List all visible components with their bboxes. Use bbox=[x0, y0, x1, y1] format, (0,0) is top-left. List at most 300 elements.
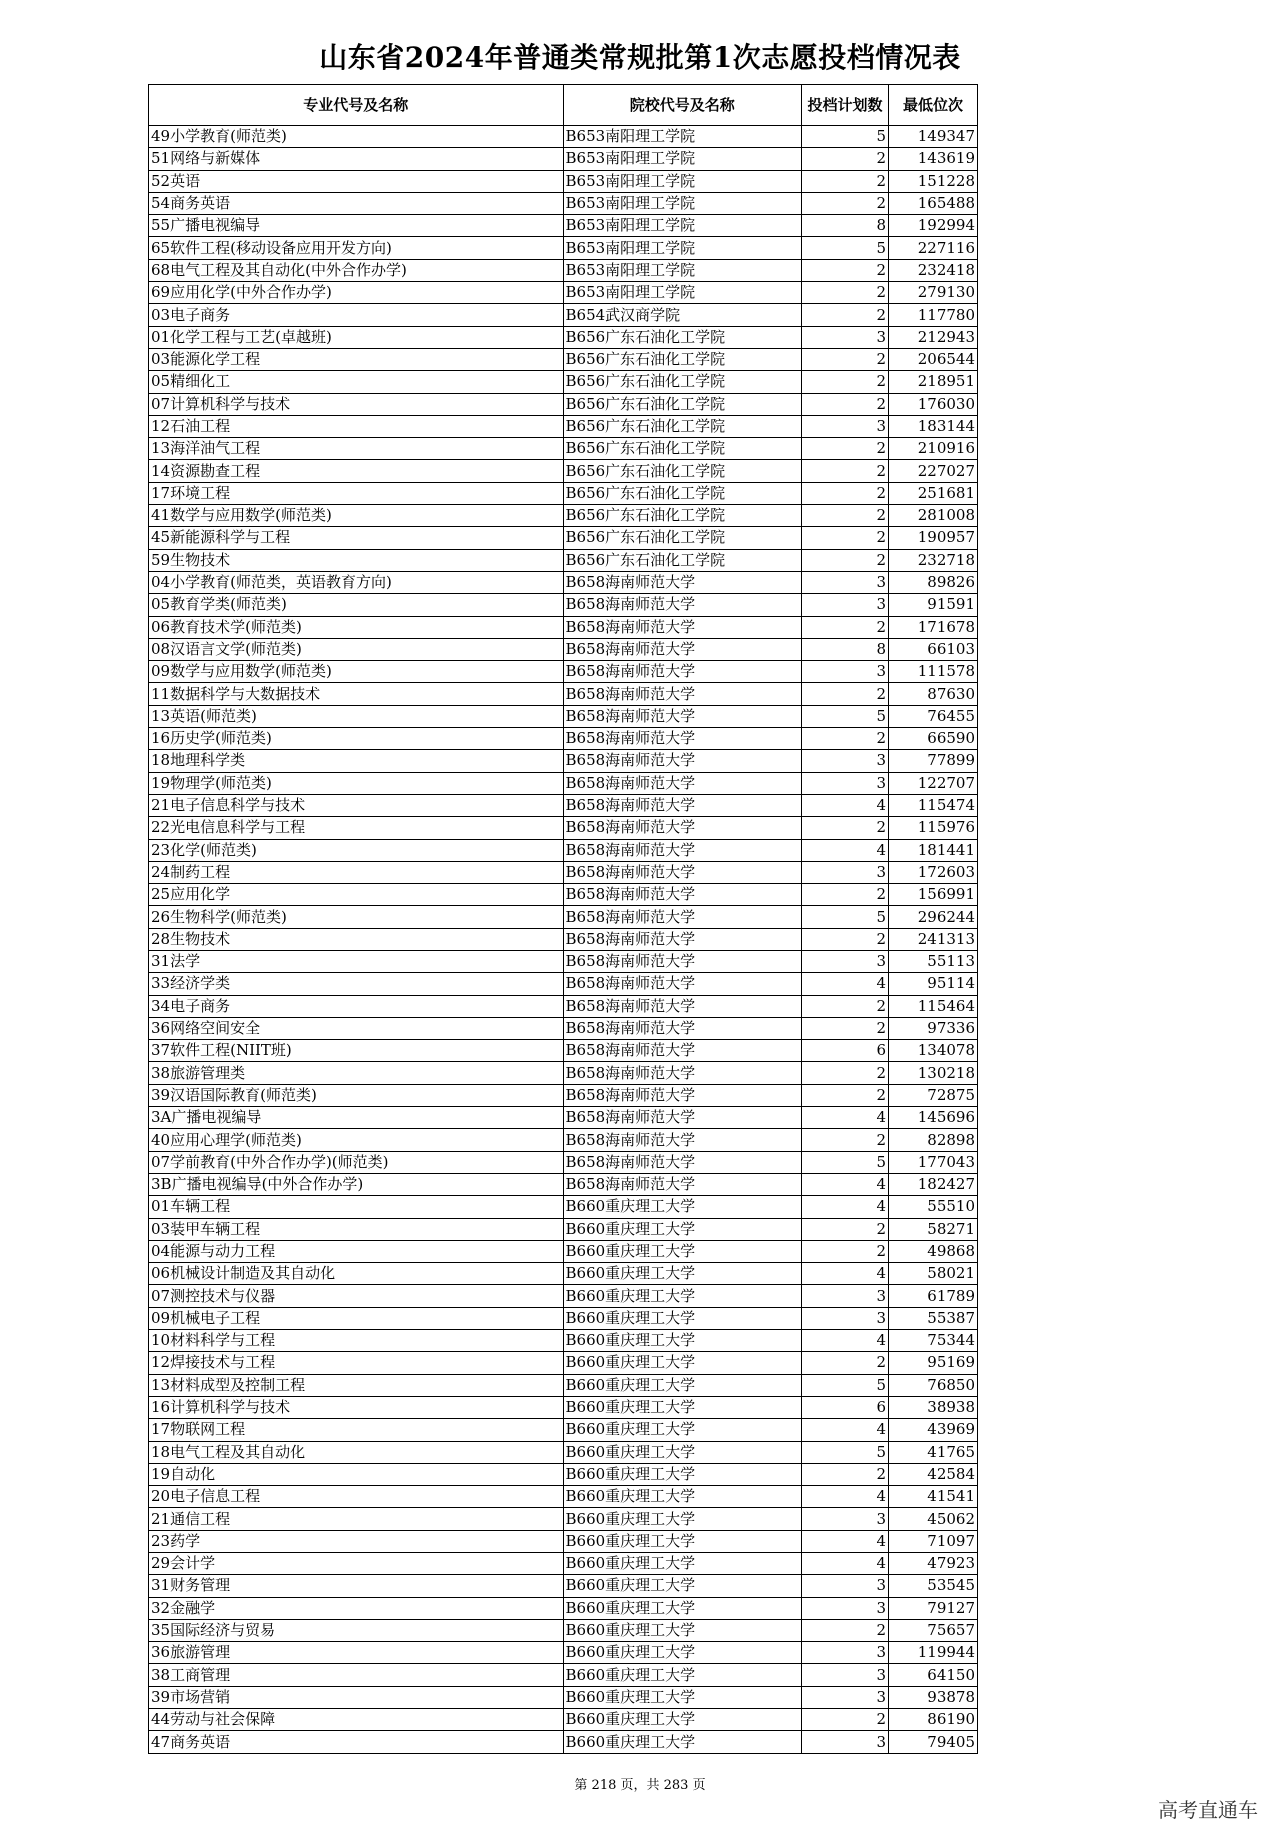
table-row bbox=[149, 750, 978, 772]
cell-min-rank: 64150 bbox=[889, 1664, 978, 1686]
cell-major: 28生物技术 bbox=[149, 928, 564, 950]
cell-min-rank: 76850 bbox=[889, 1374, 978, 1396]
cell-school: B660重庆理工大学 bbox=[563, 1419, 802, 1441]
cell-school: B658海南师范大学 bbox=[563, 571, 802, 593]
cell-plan-count: 4 bbox=[802, 1419, 889, 1441]
cell-major: 24制药工程 bbox=[149, 861, 564, 883]
cell-school: B653南阳理工学院 bbox=[563, 192, 802, 214]
cell-major: 34电子商务 bbox=[149, 995, 564, 1017]
table-row bbox=[149, 794, 978, 816]
cell-school: B658海南师范大学 bbox=[563, 661, 802, 683]
cell-plan-count: 3 bbox=[802, 772, 889, 794]
cell-major: 49小学教育(师范类) bbox=[149, 126, 564, 148]
cell-plan-count: 3 bbox=[802, 861, 889, 883]
table-row bbox=[149, 1352, 978, 1374]
cell-major: 68电气工程及其自动化(中外合作办学) bbox=[149, 259, 564, 281]
cell-major: 29会计学 bbox=[149, 1553, 564, 1575]
cell-min-rank: 89826 bbox=[889, 571, 978, 593]
cell-major: 31财务管理 bbox=[149, 1575, 564, 1597]
table-row bbox=[149, 1307, 978, 1329]
cell-school: B656广东石油化工学院 bbox=[563, 549, 802, 571]
cell-school: B660重庆理工大学 bbox=[563, 1664, 802, 1686]
cell-min-rank: 66590 bbox=[889, 728, 978, 750]
cell-min-rank: 232718 bbox=[889, 549, 978, 571]
cell-min-rank: 279130 bbox=[889, 282, 978, 304]
admission-table bbox=[148, 84, 978, 1754]
cell-school: B658海南师范大学 bbox=[563, 728, 802, 750]
cell-min-rank: 182427 bbox=[889, 1173, 978, 1195]
cell-school: B653南阳理工学院 bbox=[563, 215, 802, 237]
cell-major: 51网络与新媒体 bbox=[149, 148, 564, 170]
table-row bbox=[149, 259, 978, 281]
cell-school: B660重庆理工大学 bbox=[563, 1619, 802, 1641]
cell-major: 32金融学 bbox=[149, 1597, 564, 1619]
cell-major: 09数学与应用数学(师范类) bbox=[149, 661, 564, 683]
cell-major: 17物联网工程 bbox=[149, 1419, 564, 1441]
table-row bbox=[149, 1575, 978, 1597]
cell-min-rank: 134078 bbox=[889, 1040, 978, 1062]
cell-school: B660重庆理工大学 bbox=[563, 1709, 802, 1731]
table-row bbox=[149, 906, 978, 928]
cell-min-rank: 55113 bbox=[889, 950, 978, 972]
table-row bbox=[149, 728, 978, 750]
cell-min-rank: 218951 bbox=[889, 371, 978, 393]
table-row bbox=[149, 1017, 978, 1039]
cell-plan-count: 5 bbox=[802, 1151, 889, 1173]
cell-plan-count: 4 bbox=[802, 1530, 889, 1552]
cell-school: B653南阳理工学院 bbox=[563, 259, 802, 281]
cell-major: 07测控技术与仪器 bbox=[149, 1285, 564, 1307]
cell-school: B658海南师范大学 bbox=[563, 839, 802, 861]
cell-min-rank: 82898 bbox=[889, 1129, 978, 1151]
cell-school: B660重庆理工大学 bbox=[563, 1441, 802, 1463]
cell-plan-count: 6 bbox=[802, 1040, 889, 1062]
cell-school: B656广东石油化工学院 bbox=[563, 348, 802, 370]
cell-major: 25应用化学 bbox=[149, 884, 564, 906]
cell-school: B658海南师范大学 bbox=[563, 705, 802, 727]
cell-plan-count: 3 bbox=[802, 571, 889, 593]
cell-plan-count: 4 bbox=[802, 1486, 889, 1508]
cell-min-rank: 75657 bbox=[889, 1619, 978, 1641]
cell-min-rank: 43969 bbox=[889, 1419, 978, 1441]
cell-min-rank: 55510 bbox=[889, 1196, 978, 1218]
cell-plan-count: 2 bbox=[802, 170, 889, 192]
cell-min-rank: 42584 bbox=[889, 1463, 978, 1485]
cell-min-rank: 177043 bbox=[889, 1151, 978, 1173]
cell-min-rank: 61789 bbox=[889, 1285, 978, 1307]
cell-min-rank: 143619 bbox=[889, 148, 978, 170]
cell-major: 38旅游管理类 bbox=[149, 1062, 564, 1084]
cell-major: 03电子商务 bbox=[149, 304, 564, 326]
table-row bbox=[149, 1508, 978, 1530]
cell-plan-count: 2 bbox=[802, 1017, 889, 1039]
cell-major: 13英语(师范类) bbox=[149, 705, 564, 727]
table-row bbox=[149, 1619, 978, 1641]
table-row bbox=[149, 1709, 978, 1731]
table-row bbox=[149, 973, 978, 995]
table-row bbox=[149, 884, 978, 906]
cell-plan-count: 4 bbox=[802, 1263, 889, 1285]
cell-min-rank: 97336 bbox=[889, 1017, 978, 1039]
table-row bbox=[149, 527, 978, 549]
cell-plan-count: 5 bbox=[802, 705, 889, 727]
cell-min-rank: 192994 bbox=[889, 215, 978, 237]
cell-major: 22光电信息科学与工程 bbox=[149, 817, 564, 839]
cell-school: B658海南师范大学 bbox=[563, 1062, 802, 1084]
table-row bbox=[149, 549, 978, 571]
cell-plan-count: 2 bbox=[802, 549, 889, 571]
table-row bbox=[149, 348, 978, 370]
cell-min-rank: 296244 bbox=[889, 906, 978, 928]
cell-major: 01车辆工程 bbox=[149, 1196, 564, 1218]
cell-school: B656广东石油化工学院 bbox=[563, 415, 802, 437]
table-row bbox=[149, 482, 978, 504]
cell-school: B653南阳理工学院 bbox=[563, 126, 802, 148]
cell-school: B660重庆理工大学 bbox=[563, 1285, 802, 1307]
cell-major: 52英语 bbox=[149, 170, 564, 192]
cell-plan-count: 2 bbox=[802, 527, 889, 549]
table-row bbox=[149, 1173, 978, 1195]
cell-school: B656广东石油化工学院 bbox=[563, 326, 802, 348]
cell-school: B658海南师范大学 bbox=[563, 884, 802, 906]
cell-major: 13材料成型及控制工程 bbox=[149, 1374, 564, 1396]
table-row bbox=[149, 861, 978, 883]
table-row bbox=[149, 460, 978, 482]
cell-major: 40应用心理学(师范类) bbox=[149, 1129, 564, 1151]
table-row bbox=[149, 1263, 978, 1285]
table-row bbox=[149, 1686, 978, 1708]
table-row bbox=[149, 705, 978, 727]
watermark: 高考直通车 bbox=[1158, 1798, 1258, 1822]
table-row bbox=[149, 1218, 978, 1240]
cell-major: 31法学 bbox=[149, 950, 564, 972]
cell-major: 36网络空间安全 bbox=[149, 1017, 564, 1039]
cell-plan-count: 2 bbox=[802, 1463, 889, 1485]
cell-major: 20电子信息工程 bbox=[149, 1486, 564, 1508]
cell-min-rank: 53545 bbox=[889, 1575, 978, 1597]
table-row bbox=[149, 126, 978, 148]
cell-min-rank: 122707 bbox=[889, 772, 978, 794]
cell-school: B660重庆理工大学 bbox=[563, 1307, 802, 1329]
cell-school: B656广东石油化工学院 bbox=[563, 482, 802, 504]
cell-min-rank: 77899 bbox=[889, 750, 978, 772]
cell-plan-count: 2 bbox=[802, 371, 889, 393]
cell-major: 37软件工程(NIIT班) bbox=[149, 1040, 564, 1062]
cell-min-rank: 41541 bbox=[889, 1486, 978, 1508]
table-row bbox=[149, 1553, 978, 1575]
table-row bbox=[149, 772, 978, 794]
table-row bbox=[149, 1330, 978, 1352]
cell-plan-count: 2 bbox=[802, 616, 889, 638]
cell-plan-count: 2 bbox=[802, 460, 889, 482]
cell-min-rank: 79405 bbox=[889, 1731, 978, 1753]
table-row bbox=[149, 1062, 978, 1084]
cell-min-rank: 206544 bbox=[889, 348, 978, 370]
cell-min-rank: 172603 bbox=[889, 861, 978, 883]
cell-school: B658海南师范大学 bbox=[563, 638, 802, 660]
page-title: 山东省2024年普通类常规批第1次志愿投档情况表 bbox=[319, 41, 961, 74]
cell-plan-count: 4 bbox=[802, 1330, 889, 1352]
table-row bbox=[149, 950, 978, 972]
cell-plan-count: 2 bbox=[802, 1084, 889, 1106]
cell-plan-count: 2 bbox=[802, 482, 889, 504]
table-row bbox=[149, 1374, 978, 1396]
cell-min-rank: 72875 bbox=[889, 1084, 978, 1106]
cell-min-rank: 183144 bbox=[889, 415, 978, 437]
cell-min-rank: 95169 bbox=[889, 1352, 978, 1374]
cell-min-rank: 93878 bbox=[889, 1686, 978, 1708]
cell-plan-count: 5 bbox=[802, 126, 889, 148]
cell-min-rank: 227116 bbox=[889, 237, 978, 259]
cell-plan-count: 2 bbox=[802, 148, 889, 170]
cell-plan-count: 4 bbox=[802, 794, 889, 816]
cell-major: 14资源勘查工程 bbox=[149, 460, 564, 482]
cell-major: 05精细化工 bbox=[149, 371, 564, 393]
cell-plan-count: 4 bbox=[802, 1553, 889, 1575]
page-footer: 第 218 页，共 283 页 bbox=[574, 1778, 706, 1793]
table-row bbox=[149, 1040, 978, 1062]
cell-major: 23药学 bbox=[149, 1530, 564, 1552]
cell-major: 33经济学类 bbox=[149, 973, 564, 995]
cell-plan-count: 2 bbox=[802, 1709, 889, 1731]
table-row bbox=[149, 415, 978, 437]
cell-major: 04能源与动力工程 bbox=[149, 1240, 564, 1262]
cell-plan-count: 3 bbox=[802, 1597, 889, 1619]
cell-school: B660重庆理工大学 bbox=[563, 1731, 802, 1753]
cell-school: B658海南师范大学 bbox=[563, 1040, 802, 1062]
cell-plan-count: 2 bbox=[802, 728, 889, 750]
cell-major: 16历史学(师范类) bbox=[149, 728, 564, 750]
cell-major: 10材料科学与工程 bbox=[149, 1330, 564, 1352]
cell-plan-count: 3 bbox=[802, 1508, 889, 1530]
cell-plan-count: 2 bbox=[802, 683, 889, 705]
cell-plan-count: 5 bbox=[802, 906, 889, 928]
cell-plan-count: 8 bbox=[802, 638, 889, 660]
cell-min-rank: 95114 bbox=[889, 973, 978, 995]
table-row bbox=[149, 393, 978, 415]
table-row bbox=[149, 192, 978, 214]
cell-school: B660重庆理工大学 bbox=[563, 1196, 802, 1218]
table-row bbox=[149, 928, 978, 950]
cell-plan-count: 3 bbox=[802, 1642, 889, 1664]
table-header-row bbox=[149, 85, 978, 126]
cell-plan-count: 3 bbox=[802, 950, 889, 972]
cell-major: 21电子信息科学与技术 bbox=[149, 794, 564, 816]
cell-school: B660重庆理工大学 bbox=[563, 1642, 802, 1664]
cell-plan-count: 2 bbox=[802, 1619, 889, 1641]
cell-school: B656广东石油化工学院 bbox=[563, 438, 802, 460]
table-row bbox=[149, 594, 978, 616]
cell-major: 04小学教育(师范类，英语教育方向) bbox=[149, 571, 564, 593]
cell-school: B658海南师范大学 bbox=[563, 1084, 802, 1106]
cell-min-rank: 176030 bbox=[889, 393, 978, 415]
cell-plan-count: 2 bbox=[802, 1129, 889, 1151]
cell-plan-count: 3 bbox=[802, 1731, 889, 1753]
cell-min-rank: 241313 bbox=[889, 928, 978, 950]
cell-school: B660重庆理工大学 bbox=[563, 1686, 802, 1708]
table-row bbox=[149, 661, 978, 683]
cell-major: 44劳动与社会保障 bbox=[149, 1709, 564, 1731]
cell-plan-count: 2 bbox=[802, 282, 889, 304]
cell-plan-count: 2 bbox=[802, 192, 889, 214]
cell-plan-count: 4 bbox=[802, 1173, 889, 1195]
cell-major: 35国际经济与贸易 bbox=[149, 1619, 564, 1641]
cell-school: B656广东石油化工学院 bbox=[563, 393, 802, 415]
table-body bbox=[149, 126, 978, 1754]
cell-plan-count: 3 bbox=[802, 594, 889, 616]
table-row bbox=[149, 1463, 978, 1485]
cell-school: B658海南师范大学 bbox=[563, 1017, 802, 1039]
cell-major: 16计算机科学与技术 bbox=[149, 1396, 564, 1418]
cell-min-rank: 130218 bbox=[889, 1062, 978, 1084]
cell-min-rank: 115464 bbox=[889, 995, 978, 1017]
cell-plan-count: 3 bbox=[802, 661, 889, 683]
cell-plan-count: 4 bbox=[802, 1107, 889, 1129]
table-row bbox=[149, 304, 978, 326]
cell-school: B658海南师范大学 bbox=[563, 1129, 802, 1151]
cell-school: B658海南师范大学 bbox=[563, 616, 802, 638]
cell-major: 38工商管理 bbox=[149, 1664, 564, 1686]
cell-major: 17环境工程 bbox=[149, 482, 564, 504]
cell-plan-count: 4 bbox=[802, 973, 889, 995]
cell-school: B658海南师范大学 bbox=[563, 950, 802, 972]
cell-school: B660重庆理工大学 bbox=[563, 1396, 802, 1418]
cell-school: B653南阳理工学院 bbox=[563, 282, 802, 304]
table-row bbox=[149, 1285, 978, 1307]
cell-plan-count: 2 bbox=[802, 817, 889, 839]
cell-plan-count: 4 bbox=[802, 839, 889, 861]
cell-school: B660重庆理工大学 bbox=[563, 1530, 802, 1552]
cell-plan-count: 2 bbox=[802, 505, 889, 527]
cell-major: 54商务英语 bbox=[149, 192, 564, 214]
cell-min-rank: 41765 bbox=[889, 1441, 978, 1463]
cell-min-rank: 171678 bbox=[889, 616, 978, 638]
table-row bbox=[149, 1419, 978, 1441]
cell-min-rank: 281008 bbox=[889, 505, 978, 527]
cell-min-rank: 212943 bbox=[889, 326, 978, 348]
cell-min-rank: 232418 bbox=[889, 259, 978, 281]
table-row bbox=[149, 683, 978, 705]
cell-min-rank: 71097 bbox=[889, 1530, 978, 1552]
table-row bbox=[149, 215, 978, 237]
cell-min-rank: 210916 bbox=[889, 438, 978, 460]
cell-min-rank: 86190 bbox=[889, 1709, 978, 1731]
cell-min-rank: 117780 bbox=[889, 304, 978, 326]
cell-school: B658海南师范大学 bbox=[563, 1107, 802, 1129]
cell-major: 45新能源科学与工程 bbox=[149, 527, 564, 549]
cell-major: 23化学(师范类) bbox=[149, 839, 564, 861]
cell-school: B658海南师范大学 bbox=[563, 794, 802, 816]
cell-plan-count: 2 bbox=[802, 1218, 889, 1240]
table-row bbox=[149, 282, 978, 304]
cell-school: B660重庆理工大学 bbox=[563, 1240, 802, 1262]
cell-school: B660重庆理工大学 bbox=[563, 1263, 802, 1285]
cell-school: B656广东石油化工学院 bbox=[563, 371, 802, 393]
table-row bbox=[149, 616, 978, 638]
cell-min-rank: 156991 bbox=[889, 884, 978, 906]
cell-school: B658海南师范大学 bbox=[563, 928, 802, 950]
cell-school: B658海南师范大学 bbox=[563, 772, 802, 794]
cell-major: 06机械设计制造及其自动化 bbox=[149, 1263, 564, 1285]
cell-major: 41数学与应用数学(师范类) bbox=[149, 505, 564, 527]
cell-plan-count: 5 bbox=[802, 1374, 889, 1396]
cell-min-rank: 145696 bbox=[889, 1107, 978, 1129]
cell-min-rank: 79127 bbox=[889, 1597, 978, 1619]
cell-major: 03能源化学工程 bbox=[149, 348, 564, 370]
cell-school: B656广东石油化工学院 bbox=[563, 527, 802, 549]
cell-min-rank: 49868 bbox=[889, 1240, 978, 1262]
cell-min-rank: 45062 bbox=[889, 1508, 978, 1530]
cell-school: B656广东石油化工学院 bbox=[563, 460, 802, 482]
table-row bbox=[149, 1396, 978, 1418]
cell-school: B660重庆理工大学 bbox=[563, 1575, 802, 1597]
cell-min-rank: 58021 bbox=[889, 1263, 978, 1285]
table-row bbox=[149, 170, 978, 192]
cell-plan-count: 2 bbox=[802, 438, 889, 460]
cell-major: 39市场营销 bbox=[149, 1686, 564, 1708]
cell-school: B660重庆理工大学 bbox=[563, 1218, 802, 1240]
cell-plan-count: 2 bbox=[802, 1240, 889, 1262]
cell-school: B660重庆理工大学 bbox=[563, 1508, 802, 1530]
table-row bbox=[149, 1084, 978, 1106]
cell-plan-count: 5 bbox=[802, 237, 889, 259]
cell-plan-count: 2 bbox=[802, 995, 889, 1017]
cell-school: B660重庆理工大学 bbox=[563, 1553, 802, 1575]
table-row bbox=[149, 571, 978, 593]
table-row bbox=[149, 1107, 978, 1129]
cell-min-rank: 227027 bbox=[889, 460, 978, 482]
header-major: 专业代号及名称 bbox=[149, 85, 564, 126]
cell-plan-count: 3 bbox=[802, 1307, 889, 1329]
cell-school: B658海南师范大学 bbox=[563, 750, 802, 772]
cell-school: B660重庆理工大学 bbox=[563, 1486, 802, 1508]
table-row bbox=[149, 1196, 978, 1218]
cell-min-rank: 75344 bbox=[889, 1330, 978, 1352]
cell-major: 21通信工程 bbox=[149, 1508, 564, 1530]
table-row bbox=[149, 505, 978, 527]
cell-min-rank: 38938 bbox=[889, 1396, 978, 1418]
cell-major: 65软件工程(移动设备应用开发方向) bbox=[149, 237, 564, 259]
cell-major: 11数据科学与大数据技术 bbox=[149, 683, 564, 705]
header-min-rank: 最低位次 bbox=[889, 85, 978, 126]
cell-major: 03装甲车辆工程 bbox=[149, 1218, 564, 1240]
cell-min-rank: 76455 bbox=[889, 705, 978, 727]
cell-major: 19物理学(师范类) bbox=[149, 772, 564, 794]
cell-min-rank: 190957 bbox=[889, 527, 978, 549]
cell-school: B660重庆理工大学 bbox=[563, 1330, 802, 1352]
cell-plan-count: 3 bbox=[802, 1664, 889, 1686]
cell-plan-count: 2 bbox=[802, 259, 889, 281]
header-school: 院校代号及名称 bbox=[563, 85, 802, 126]
cell-school: B658海南师范大学 bbox=[563, 683, 802, 705]
cell-school: B656广东石油化工学院 bbox=[563, 505, 802, 527]
cell-plan-count: 8 bbox=[802, 215, 889, 237]
cell-major: 36旅游管理 bbox=[149, 1642, 564, 1664]
cell-plan-count: 3 bbox=[802, 415, 889, 437]
cell-major: 09机械电子工程 bbox=[149, 1307, 564, 1329]
cell-major: 12石油工程 bbox=[149, 415, 564, 437]
cell-school: B658海南师范大学 bbox=[563, 861, 802, 883]
cell-major: 06教育技术学(师范类) bbox=[149, 616, 564, 638]
table-row bbox=[149, 1486, 978, 1508]
cell-major: 26生物科学(师范类) bbox=[149, 906, 564, 928]
cell-min-rank: 165488 bbox=[889, 192, 978, 214]
table-row bbox=[149, 148, 978, 170]
cell-major: 08汉语言文学(师范类) bbox=[149, 638, 564, 660]
cell-major: 18地理科学类 bbox=[149, 750, 564, 772]
cell-major: 01化学工程与工艺(卓越班) bbox=[149, 326, 564, 348]
cell-school: B658海南师范大学 bbox=[563, 973, 802, 995]
